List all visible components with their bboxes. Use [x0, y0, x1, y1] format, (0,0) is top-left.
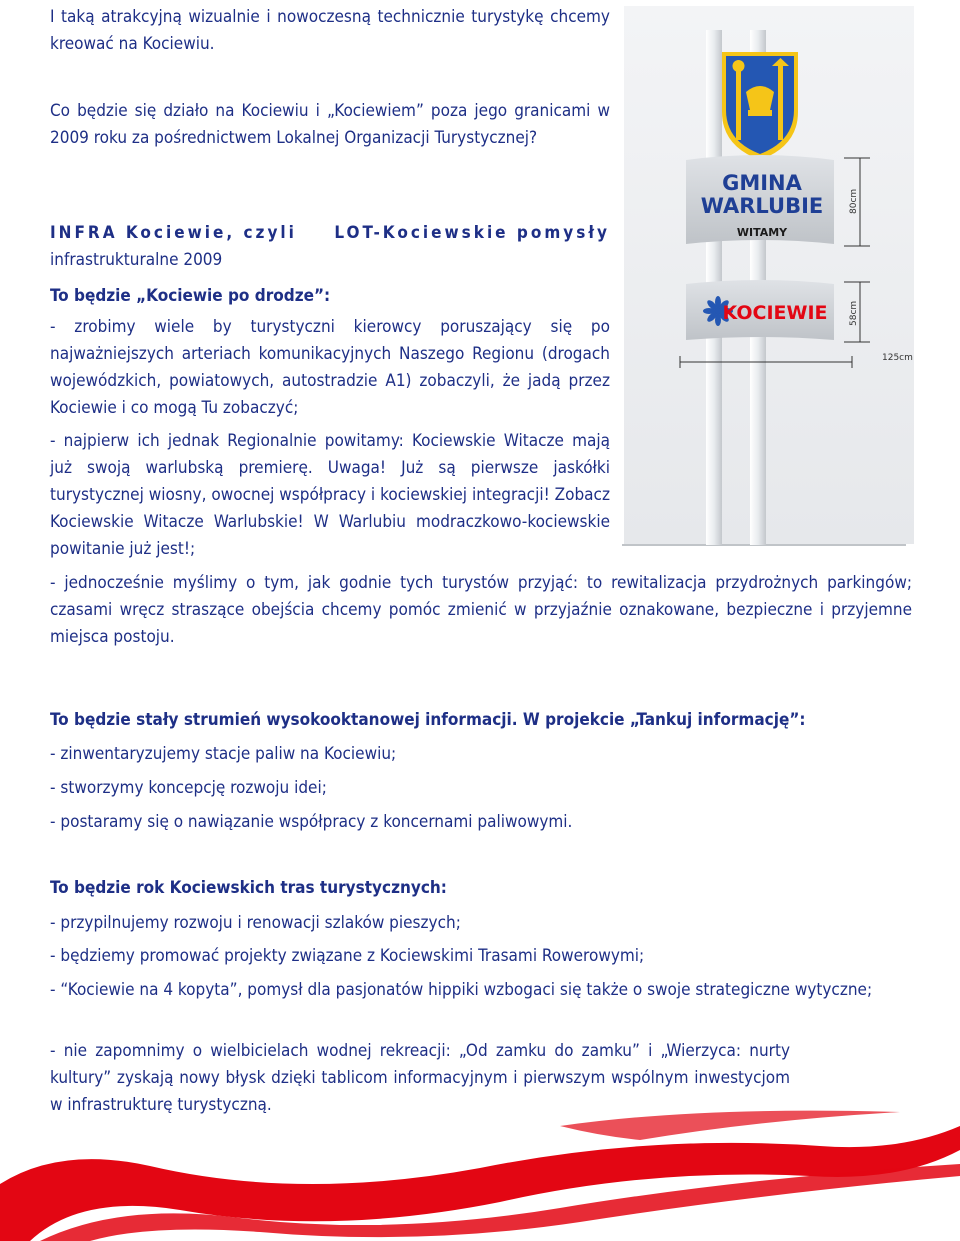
info-item-1: - zinwentaryzujemy stacje paliw na Kociewiu;	[50, 744, 397, 764]
dimension-height-top: 80cm	[849, 188, 859, 214]
sign-line-2: WARLUBIE	[700, 194, 824, 218]
welcome-sign-illustration	[620, 0, 920, 550]
road-item-1: - zrobimy wiele by turystyczni kierowcy poruszający się po najważniejszych arteriach komunikacyjnych Naszego Regionu (drogach wojewódzkich, powiatowych, autostradzie A1) zobaczyli, że jadą przez Kociewie i co mogą Tu zobaczyć;	[50, 317, 610, 418]
infra-heading	[50, 220, 610, 274]
trails-item-2: - będziemy promować projekty związane z Kociewskimi Trasami Rowerowymi;	[50, 946, 645, 966]
dimension-width: 125cm	[882, 353, 913, 363]
trails-item-4: - nie zapomnimy o wielbicielach wodnej rekreacji: „Od zamku do zamku” i „Wierzyca: nurty kultury” zyskają nowy błysk dzięki tablicom informacyjnym i pierwszym wspólnym inwestycjom w infrastrukturę turystyczną.	[50, 1041, 790, 1115]
trails-heading: To będzie rok Kociewskich tras turystycznych:	[50, 878, 447, 898]
infra-heading-left: INFRA Kociewie, czyli	[50, 223, 297, 243]
info-heading: To będzie stały strumień wysokooktanowej informacji. W projekcie „Tankuj informację”:	[50, 710, 806, 730]
road-heading: To będzie „Kociewie po drodze”:	[50, 286, 331, 306]
question-paragraph: Co będzie się działo na Kociewiu i „Kociewiem” poza jego granicami w 2009 roku za pośrednictwem Lokalnej Organizacji Turystycznej?	[50, 101, 610, 148]
trails-item-3: - “Kociewie na 4 kopyta”, pomysł dla pasjonatów hippiki wzbogaci się także o swoje strategiczne wytyczne;	[50, 980, 873, 1000]
info-item-3: - postaramy się o nawiązanie współpracy z koncernami paliwowymi.	[50, 812, 573, 832]
infra-heading-right: LOT-Kociewskie pomysły	[334, 223, 610, 243]
sign-brand: KOCIEWIE	[722, 302, 828, 324]
road-item-2: - najpierw ich jednak Regionalnie powitamy: Kociewskie Witacze mają już swoją warlubską premierę. Uwaga! Już są pierwsze jaskółki turystycznej wiosny, owocnej współpracy i kociewskiej integracji! Zobacz Kociewskie Witacze Warlubskie! W Warlubiu modraczkowo-kociewskie powitanie już jest!;	[50, 431, 610, 559]
info-item-2: - stworzymy koncepcję rozwoju idei;	[50, 778, 327, 798]
dimension-height-bottom: 58cm	[849, 300, 859, 326]
sign-greeting: WITAMY	[736, 226, 788, 239]
decorative-swoosh	[0, 1106, 960, 1241]
trails-item-1: - przypilnujemy rozwoju i renowacji szlaków pieszych;	[50, 913, 461, 933]
intro-paragraph: I taką atrakcyjną wizualnie i nowoczesną technicznie turystykę chcemy kreować na Kociewiu.	[50, 7, 610, 54]
infra-heading-line2: infrastrukturalne 2009	[50, 250, 223, 270]
road-item-3: - jednocześnie myślimy o tym, jak godnie tych turystów przyjąć: to rewitalizacja przydrożnych parkingów; czasami wręcz straszące obejścia chcemy pomóc zmienić w przyjaźnie oznakowane, bezpieczne i przyjemne miejsca postoju.	[50, 573, 912, 647]
sign-line-1: GMINA	[722, 171, 802, 195]
